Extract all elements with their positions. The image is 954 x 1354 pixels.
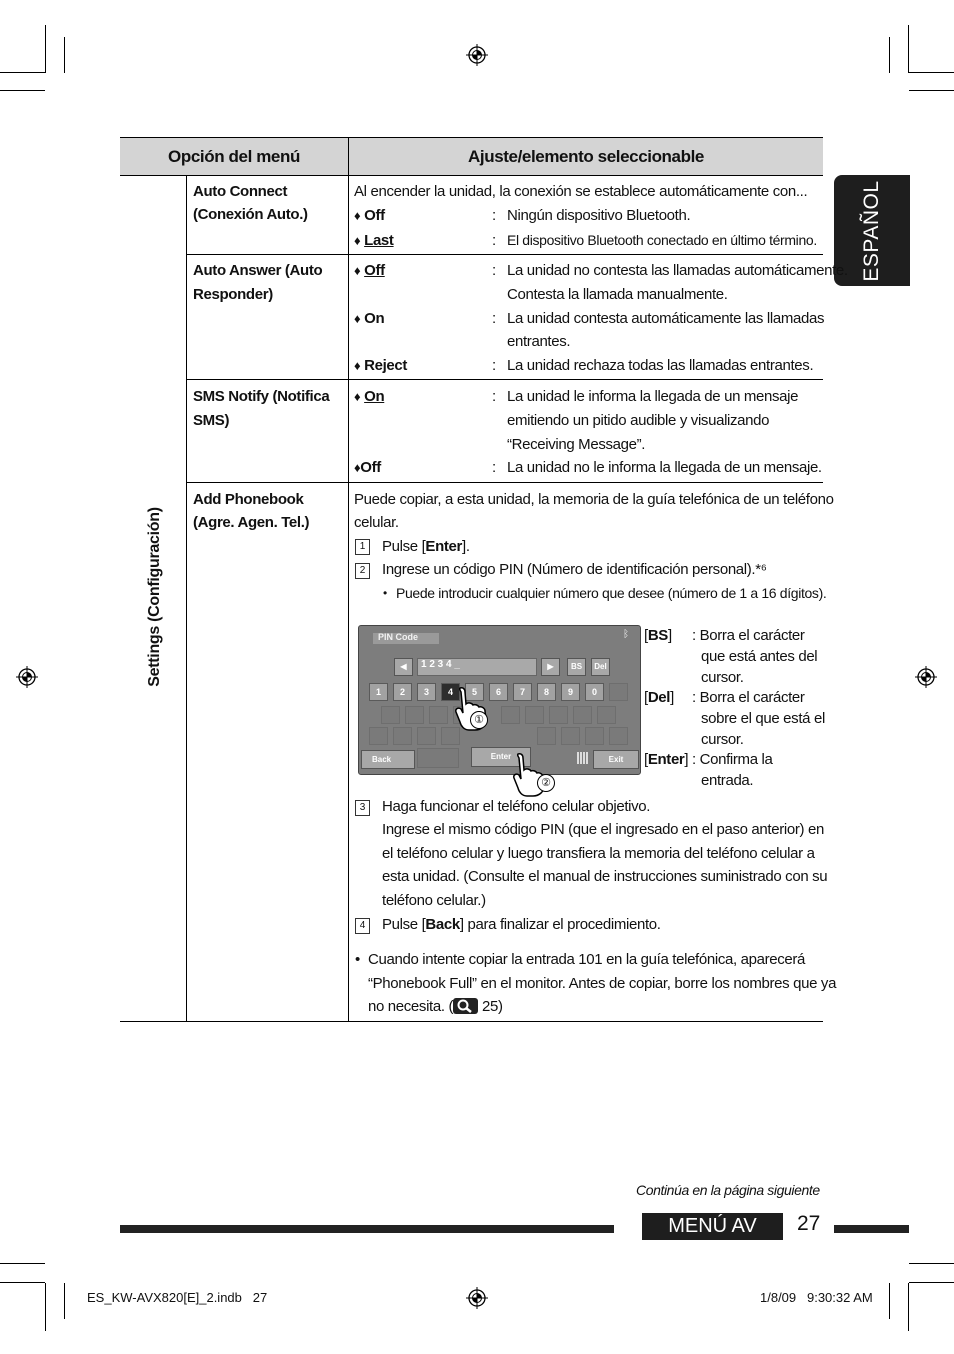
step-number: 1	[355, 539, 370, 555]
blank-key	[501, 706, 520, 724]
crop-mark	[909, 72, 954, 73]
menu-option-name: Auto Answer (Auto	[193, 262, 323, 279]
option-setting: ♦ Off	[354, 262, 385, 279]
legend-desc: cursor.	[701, 669, 744, 686]
note-text-line	[368, 995, 503, 1018]
table-rule	[348, 137, 349, 1022]
enter-key-ref: Enter	[647, 751, 685, 768]
step-text	[382, 535, 470, 558]
key-legend-enter: [Enter]	[644, 751, 689, 768]
setting-label: Off	[360, 459, 381, 476]
table-rule	[187, 254, 823, 255]
enter-button[interactable]: Enter	[471, 747, 531, 767]
menu-option-name: (Conexión Auto.)	[193, 206, 308, 223]
crop-mark	[0, 1263, 45, 1264]
blank-key	[585, 727, 604, 745]
setting-label-default: Off	[364, 262, 385, 279]
step-text	[382, 913, 661, 936]
back-key-ref: Back	[425, 916, 460, 933]
section-label: MENÚ AV	[668, 1215, 757, 1237]
blank-key	[429, 706, 448, 724]
crop-mark	[0, 1282, 45, 1283]
registration-mark-icon	[16, 666, 38, 688]
setting-desc: emitiendo un pitido audible y visualizando	[507, 412, 770, 429]
crop-mark	[45, 1283, 46, 1331]
back-button[interactable]: Back	[361, 750, 415, 769]
option-setting: ♦ Reject	[354, 357, 408, 374]
setting-desc: Ningún dispositivo Bluetooth.	[507, 207, 691, 224]
digit-key[interactable]: 0	[585, 683, 604, 701]
blank-key	[597, 706, 616, 724]
step-text-part: Pulse [	[382, 538, 426, 555]
menu-option-name: Auto Connect	[193, 183, 288, 200]
menu-option-name: SMS)	[193, 412, 230, 429]
crop-mark	[0, 90, 45, 91]
table-rule	[186, 176, 187, 1022]
step-text: el teléfono celular y luego transfiera la memoria del teléfono celular a	[382, 845, 815, 862]
step-number: 2	[355, 563, 370, 579]
setting-desc: La unidad no contesta las llamadas automáticamente.	[507, 262, 848, 279]
digit-key[interactable]: 5	[465, 683, 484, 701]
callout-2: ②	[537, 774, 555, 792]
bs-button[interactable]: BS	[567, 658, 586, 676]
blank-key	[609, 727, 628, 745]
setting-desc: La unidad le informa la llegada de un mensaje	[507, 388, 799, 405]
legend-desc: sobre el que está el	[701, 710, 825, 727]
legend-desc: : Borra el carácter	[692, 627, 805, 644]
del-button[interactable]: Del	[591, 658, 610, 676]
magnifier-icon	[453, 998, 478, 1014]
digit-key[interactable]: 8	[537, 683, 556, 701]
bullet-text: Puede introducir cualquier número que desee (número de 1 a 16 dígitos).	[396, 585, 827, 601]
setting-desc: La unidad rechaza todas las llamadas entrantes.	[507, 357, 814, 374]
note-text: 25)	[478, 998, 503, 1015]
menu-option-name: SMS Notify (Notifica	[193, 388, 330, 405]
bullet-icon: •	[355, 951, 360, 968]
blank-key	[609, 683, 628, 701]
step-number: 4	[355, 918, 370, 934]
key-legend-del: [Del]	[644, 689, 674, 706]
crop-mark	[64, 37, 65, 73]
colon: :	[492, 207, 496, 224]
option-setting: ♦ Off	[354, 207, 385, 224]
option-intro: celular.	[354, 514, 399, 531]
cursor-left-button[interactable]: ◀	[394, 658, 413, 676]
cursor-right-button[interactable]: ▶	[541, 658, 560, 676]
callout-1: ①	[470, 711, 488, 729]
crop-mark	[908, 1283, 909, 1331]
crop-mark	[64, 1283, 65, 1319]
screen-title: PIN Code	[378, 632, 419, 642]
step-text: Haga funcionar el teléfono celular objetivo.	[382, 798, 651, 815]
legend-desc: : Borra el carácter	[692, 689, 805, 706]
bluetooth-icon: ᛒ	[623, 629, 629, 640]
table-rule	[120, 175, 823, 176]
step-text: teléfono celular.)	[382, 892, 486, 909]
setting-desc: entrantes.	[507, 333, 571, 350]
del-key-ref: Del	[647, 689, 671, 706]
note-text: no necesita. (	[368, 998, 454, 1015]
blank-key	[417, 748, 459, 768]
group-label: Settings (Configuración)	[146, 507, 163, 687]
digit-key[interactable]: 6	[489, 683, 508, 701]
table-rule	[187, 482, 823, 483]
crop-mark	[908, 25, 909, 73]
bs-key-ref: BS	[647, 627, 668, 644]
crop-mark	[909, 1263, 954, 1264]
blank-key	[405, 706, 424, 724]
blank-key	[573, 706, 592, 724]
table-rule	[187, 379, 823, 380]
header-col2-label: Ajuste/elemento seleccionable	[468, 147, 704, 166]
legend-desc: entrada.	[701, 772, 754, 789]
table-header-col2	[349, 137, 823, 176]
colon: :	[492, 459, 496, 476]
enter-key-ref: Enter	[425, 538, 463, 555]
legend-desc: : Confirma la	[692, 751, 773, 768]
step-text: Ingrese el mismo código PIN (que el ingresado en el paso anterior) en	[382, 821, 824, 838]
digit-key-pressed[interactable]: 4	[441, 683, 460, 701]
legend-desc: cursor.	[701, 731, 744, 748]
menu-option-name: Responder)	[193, 286, 273, 303]
crop-mark	[889, 1283, 890, 1319]
crop-mark	[0, 72, 45, 73]
registration-mark-icon	[915, 666, 937, 688]
option-intro: Al encender la unidad, la conexión se establece automáticamente con...	[354, 183, 808, 200]
header-col1-label: Opción del menú	[168, 147, 300, 166]
bars-icon	[577, 752, 589, 764]
blank-key	[393, 727, 412, 745]
exit-button[interactable]: Exit	[593, 750, 639, 769]
setting-label-default: Last	[364, 232, 394, 249]
menu-option-name: (Agre. Agen. Tel.)	[193, 514, 310, 531]
step-text-part: Pulse [	[382, 916, 426, 933]
registration-mark-icon	[466, 1287, 488, 1309]
digit-key[interactable]: 1	[369, 683, 388, 701]
setting-desc: Contesta la llamada manualmente.	[507, 286, 728, 303]
footer-bar	[834, 1225, 909, 1233]
pin-value: 1 2 3 4 _	[421, 659, 460, 670]
setting-label-default: On	[364, 388, 385, 405]
note-text: “Phonebook Full” en el monitor. Antes de copiar, borre los nombres que ya	[368, 975, 837, 992]
setting-desc: El dispositivo Bluetooth conectado en último término.	[507, 232, 817, 248]
digit-key[interactable]: 9	[561, 683, 580, 701]
setting-desc: La unidad no le informa la llegada de un mensaje.	[507, 459, 822, 476]
page-number: 27	[797, 1212, 821, 1235]
colon: :	[492, 357, 496, 374]
registration-mark-icon	[466, 44, 488, 66]
blank-key	[417, 727, 436, 745]
colon: :	[492, 262, 496, 279]
crop-mark	[45, 25, 46, 73]
setting-desc: “Receiving Message”.	[507, 436, 646, 453]
bullet-icon: •	[383, 586, 387, 600]
colon: :	[492, 388, 496, 405]
step-text-part: ] para finalizar el procedimiento.	[459, 916, 661, 933]
blank-key	[549, 706, 568, 724]
digit-key[interactable]: 3	[417, 683, 436, 701]
colon: :	[492, 232, 496, 249]
pin-code-screen	[358, 625, 641, 775]
digit-key[interactable]: 2	[393, 683, 412, 701]
footer-bar	[120, 1225, 614, 1233]
language-tab-label: ESPAÑOL	[860, 179, 883, 282]
table-rule	[120, 1021, 823, 1022]
crop-mark	[889, 37, 890, 73]
setting-label: Reject	[364, 357, 408, 374]
crop-mark	[909, 90, 954, 91]
menu-option-name: Add Phonebook	[193, 491, 304, 508]
option-intro: Puede copiar, a esta unidad, la memoria de la guía telefónica de un teléfono	[354, 491, 834, 508]
legend-desc: que está antes del	[701, 648, 818, 665]
step-number: 3	[355, 800, 370, 816]
print-date: 1/8/09 9:30:32 AM	[760, 1290, 873, 1305]
option-setting: ♦ On	[354, 388, 385, 405]
blank-key	[369, 727, 388, 745]
setting-desc: La unidad contesta automáticamente las llamadas	[507, 310, 825, 327]
table-header-col1	[120, 137, 348, 176]
digit-key[interactable]: 7	[513, 683, 532, 701]
colon: :	[492, 310, 496, 327]
crop-mark	[909, 1282, 954, 1283]
note-text: Cuando intente copiar la entrada 101 en la guía telefónica, aparecerá	[368, 951, 806, 968]
blank-key	[561, 727, 580, 745]
option-setting: ♦ On	[354, 310, 385, 327]
key-legend-bs: [BS]	[644, 627, 672, 644]
option-setting: ♦Off	[354, 459, 381, 476]
blank-key	[525, 706, 544, 724]
blank-key	[381, 706, 400, 724]
setting-label: Off	[364, 207, 385, 224]
print-file-name: ES_KW-AVX820[E]_2.indb 27	[87, 1290, 268, 1305]
step-text-part: ].	[462, 538, 470, 555]
step-text: esta unidad. (Consulte el manual de instrucciones suministrado con su	[382, 868, 828, 885]
step-text: Ingrese un código PIN (Número de identificación personal).*⁶	[382, 561, 767, 578]
option-setting: ♦ Last	[354, 232, 394, 249]
setting-label: On	[364, 310, 385, 327]
continue-note: Continúa en la página siguiente	[636, 1182, 820, 1198]
blank-key	[537, 727, 556, 745]
